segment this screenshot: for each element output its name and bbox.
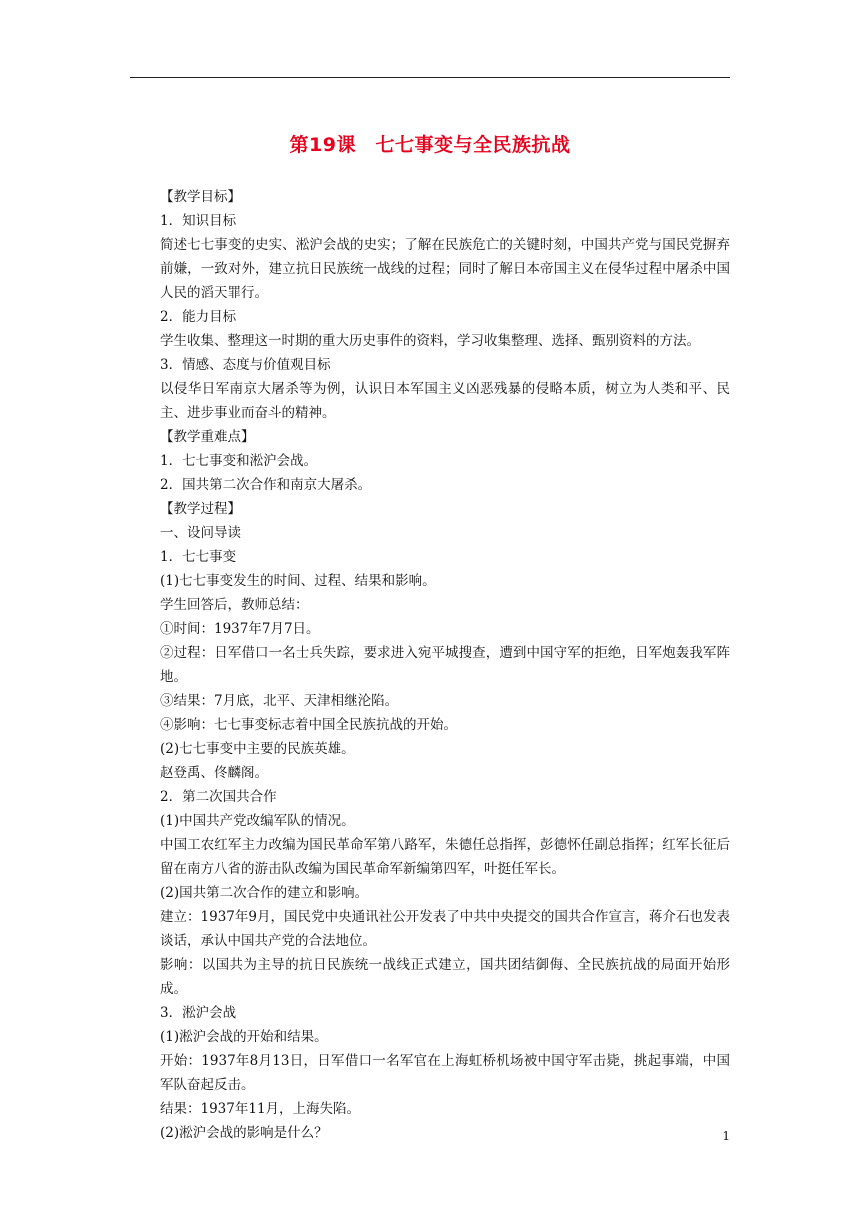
subheading: 3．淞沪会战 [160, 1005, 237, 1021]
subheading: 2．第二次国共合作 [160, 789, 277, 805]
document-body [130, 185, 730, 1145]
paragraph: 中国工农红军主力改编为国民革命军第八路军，朱德任总指挥，彭德怀任副总指挥；红军长征后留在南方八省的游击队改编为国民革命军新编第四军，叶挺任军长。 [160, 837, 730, 877]
list-item: ②过程：日军借口一名士兵失踪，要求进入宛平城搜查，遭到中国守军的拒绝，日军炮轰我军阵地。 [160, 645, 730, 685]
page-title: 第19课 七七事变与全民族抗战 [289, 134, 571, 156]
section-heading: 【教学重难点】 [160, 429, 255, 445]
paragraph: 建立：1937年9月，国民党中央通讯社公开发表了中共中央提交的国共合作宣言，蒋介石也发表谈话，承认中国共产党的合法地位。 [160, 909, 730, 949]
list-item: 2．国共第二次合作和南京大屠杀。 [160, 477, 372, 493]
page-number: 1 [722, 1129, 730, 1143]
subheading: 2．能力目标 [160, 309, 237, 325]
subheading: 3．情感、态度与价值观目标 [160, 357, 331, 373]
question: (2)国共第二次合作的建立和影响。 [160, 885, 369, 901]
paragraph: 简述七七事变的史实、淞沪会战的史实；了解在民族危亡的关键时刻，中国共产党与国民党摒弃前嫌，一致对外，建立抗日民族统一战线的过程；同时了解日本帝国主义在侵华过程中屠杀中国人民的滔天罪行。 [160, 237, 730, 301]
paragraph: 学生收集、整理这一时期的重大历史事件的资料，学习收集整理、选择、甄别资料的方法。 [160, 333, 700, 349]
section-heading: 【教学过程】 [160, 501, 241, 517]
list-item: ④影响：七七事变标志着中国全民族抗战的开始。 [160, 717, 457, 733]
paragraph: 学生回答后，教师总结： [160, 597, 309, 613]
paragraph: 以侵华日军南京大屠杀等为例，认识日本军国主义凶恶残暴的侵略本质，树立为人类和平、民主、进步事业而奋斗的精神。 [160, 381, 730, 421]
paragraph: 结果：1937年11月，上海失陷。 [160, 1101, 361, 1117]
question: (1)七七事变发生的时间、过程、结果和影响。 [160, 573, 436, 589]
question: (1)中国共产党改编军队的情况。 [160, 813, 355, 829]
paragraph: 影响：以国共为主导的抗日民族统一战线正式建立，国共团结御侮、全民族抗战的局面开始形成。 [160, 957, 730, 997]
question: (2)七七事变中主要的民族英雄。 [160, 741, 355, 757]
list-item: 1．七七事变和淞沪会战。 [160, 453, 318, 469]
paragraph: 开始：1937年8月13日，日军借口一名军官在上海虹桥机场被中国守军击毙，挑起事端，中国军队奋起反击。 [160, 1053, 730, 1093]
list-item: ③结果：7月底，北平、天津相继沦陷。 [160, 693, 399, 709]
subheading: 1．七七事变 [160, 549, 237, 565]
subheading: 一、设问导读 [160, 525, 241, 541]
list-item: ①时间：1937年7月7日。 [160, 621, 320, 637]
question: (2)淞沪会战的影响是什么？ [160, 1125, 328, 1141]
section-heading: 【教学目标】 [160, 189, 241, 205]
paragraph: 赵登禹、佟麟阁。 [160, 765, 268, 781]
header-rule [130, 77, 730, 78]
subheading: 1．知识目标 [160, 213, 237, 229]
question: (1)淞沪会战的开始和结果。 [160, 1029, 328, 1045]
